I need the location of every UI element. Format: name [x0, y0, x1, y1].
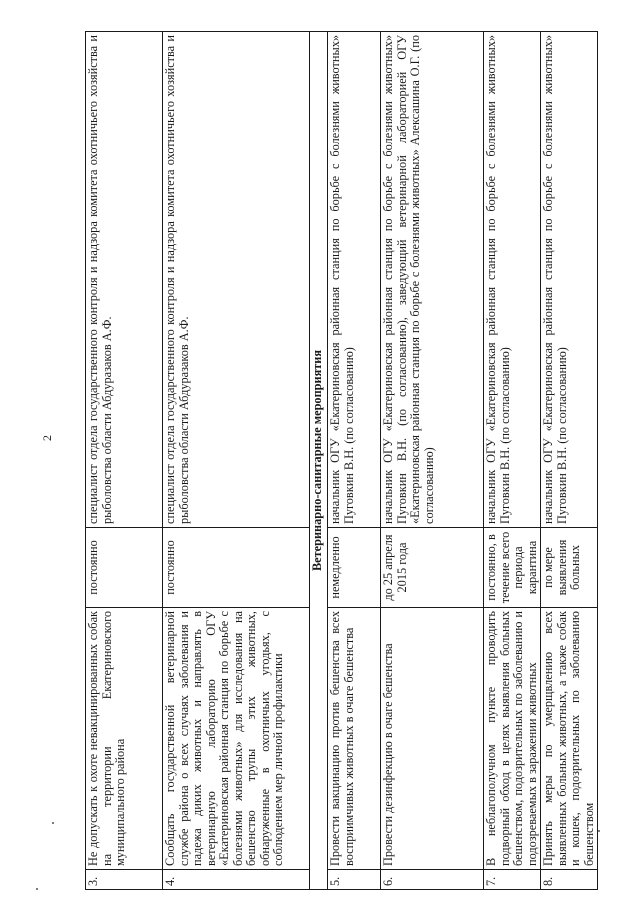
measure-cell: В неблагополучном пункте проводить подворный обход в целях выявления больных бешенством, подозрительных по заболеванию и подозреваемых в заражении животных	[484, 608, 541, 870]
row-number: 7.	[484, 870, 541, 890]
responsible-cell: начальник ОГУ «Екатериновская районная станция по борьбе с болезнями животных» Пуговкин В.Н. (по согласованию), заведующий ветеринарной лабораторией ОГУ «Екатериновская районная станция по борьбе с болезнями животных» Алексашина О.Г. (по согласованию)	[381, 32, 484, 528]
measure-cell: Сообщать государственной ветеринарной службе района о всех случаях заболевания и падежа диких животных и направлять в ветеринарную лабораторию ОГУ «Екатериновская районная станция по борьбе с болезнями животных» для исследования на бешенство трупы этих животных, обнаруженные в охотничьих угодьях, с соблюдением мер личной профилактики	[163, 608, 310, 870]
responsible-cell: начальник ОГУ «Екатериновская районная станция по борьбе с болезнями животных» Пуговкин В.Н. (по согласованию)	[541, 32, 598, 528]
responsible-cell: начальник ОГУ «Екатериновская районная станция по борьбе с болезнями животных» Пуговкин В.Н. (по согласованию)	[328, 32, 381, 528]
responsible-cell: специалист отдела государственного контроля и надзора комитета охотничьего хозяйства и рыболовства области Абдуразаков А.Ф.	[163, 32, 310, 528]
measure-cell: Принять меры по умерщвлению всех выявленных больных животных, а также собак и кошек, подозрительных по заболеванию бешенством	[541, 608, 598, 870]
page-number: 2	[40, 435, 54, 441]
scan-dot	[52, 822, 54, 824]
table-row	[541, 32, 598, 890]
scan-dot	[36, 888, 38, 890]
deadline-cell: немедленно	[328, 528, 381, 608]
table-row	[163, 32, 310, 890]
table-row	[86, 32, 163, 890]
table-row	[484, 32, 541, 890]
row-number: 8.	[541, 870, 598, 890]
scan-dot	[598, 830, 600, 832]
row-number: 6.	[381, 870, 484, 890]
row-number: 4.	[163, 870, 310, 890]
deadline-cell: до 25 апреля 2015 года	[381, 528, 484, 608]
deadline-cell: постоянно	[163, 528, 310, 608]
measure-cell: Провести вакцинацию против бешенства всех восприимчивых животных в очаге бешенства	[328, 608, 381, 870]
deadline-cell: постоянно, в течение всего периода карантина	[484, 528, 541, 608]
row-number: 5.	[328, 870, 381, 890]
deadline-cell: по мере выявления больных	[541, 528, 598, 608]
row-number: 3.	[86, 870, 163, 890]
measures-table	[85, 31, 598, 890]
measure-cell: Не допускать к охоте невакцинированных собак на территории Екатериновского муниципального района	[86, 608, 163, 870]
section-title: Ветеринарно-санитарные мероприятия	[310, 32, 328, 890]
responsible-cell: начальник ОГУ «Екатериновская районная станция по борьбе с болезнями животных» Пуговкин В.Н. (по согласованию)	[484, 32, 541, 528]
deadline-cell: постоянно	[86, 528, 163, 608]
table-row	[328, 32, 381, 890]
table-row	[381, 32, 484, 890]
section-row	[310, 32, 328, 890]
measure-cell: Провести дезинфекцию в очаге бешенства	[381, 608, 484, 870]
rotated-table-wrapper	[85, 32, 596, 890]
responsible-cell: специалист отдела государственного контроля и надзора комитета охотничьего хозяйства и рыболовства области Абдуразаков А.Ф.	[86, 32, 163, 528]
